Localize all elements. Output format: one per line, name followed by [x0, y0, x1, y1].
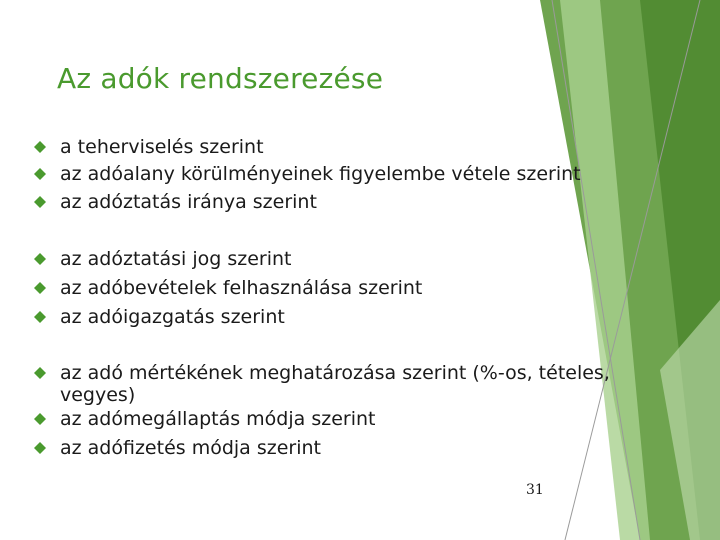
diamond-bullet-icon — [34, 253, 46, 265]
diamond-bullet-icon — [34, 367, 46, 379]
bullet-text: az adóztatás iránya szerint — [60, 191, 317, 213]
bullet-text: az adómegállaptás módja szerint — [60, 408, 376, 430]
slide-title: Az adók rendszerezése — [57, 62, 384, 95]
bullet-text: az adóigazgatás szerint — [60, 306, 285, 328]
diamond-bullet-icon — [34, 413, 46, 425]
diamond-bullet-icon — [34, 311, 46, 323]
bullet-text: a teherviselés szerint — [60, 136, 264, 158]
diamond-bullet-icon — [34, 442, 46, 454]
diamond-bullet-icon — [34, 196, 46, 208]
diamond-bullet-icon — [34, 141, 46, 153]
diamond-bullet-icon — [34, 168, 46, 180]
diamond-bullet-icon — [34, 282, 46, 294]
bullet-text: az adóalany körülményeinek figyelembe vétele szerint — [60, 163, 581, 185]
bullet-text: az adóbevételek felhasználása szerint — [60, 277, 423, 299]
bullet-text: az adófizetés módja szerint — [60, 437, 321, 459]
bullet-text: az adóztatási jog szerint — [60, 248, 292, 270]
page-number: 31 — [526, 482, 544, 498]
bullet-text: az adó mértékének meghatározása szerint (%-os, tételes, vegyes) — [60, 362, 610, 406]
